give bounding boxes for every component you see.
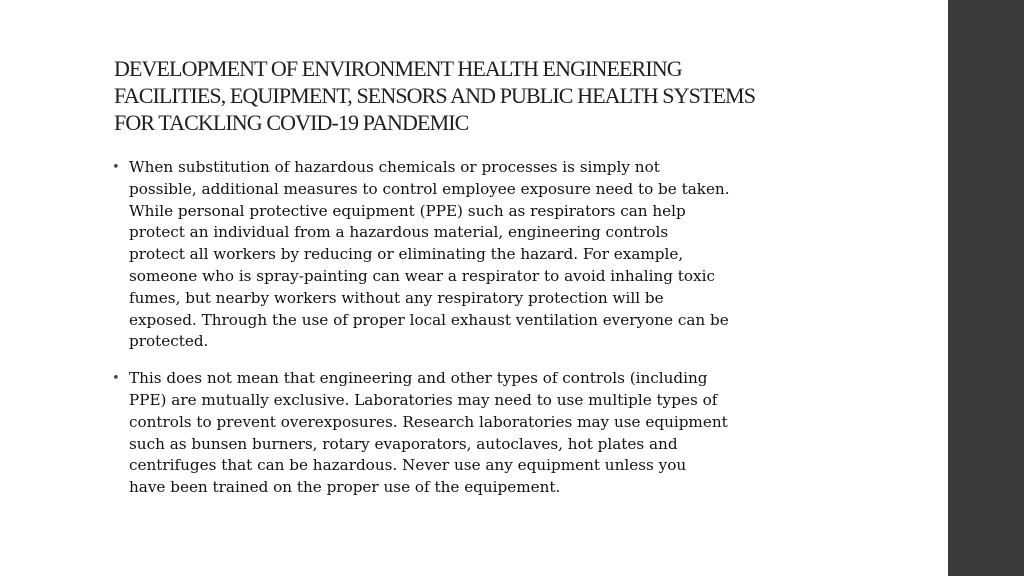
- bullet-2-line-2: PPE) are mutually exclusive. Laboratories may need to use multiple types of: [129, 390, 718, 409]
- bullet-1-line-3: While personal protective equipment (PPE) such as respirators can help: [129, 201, 686, 220]
- bullet-2-line-1: This does not mean that engineering and other types of controls (including: [129, 369, 708, 388]
- bullet-1-line-1: When substitution of hazardous chemicals or processes is simply not: [129, 158, 660, 176]
- bullet-1-line-9: protected.: [129, 332, 209, 351]
- slide-body: [112, 157, 912, 514]
- bullet-1-line-4: protect an individual from a hazardous material, engineering controls: [129, 223, 669, 242]
- bullet-item-2: [112, 368, 912, 499]
- bullet-marker: •: [112, 160, 120, 175]
- bullet-1-line-8: exposed. Through the use of proper local exhaust ventilation everyone can be: [129, 310, 729, 329]
- bullet-2-line-6: have been trained on the proper use of the equipement.: [129, 478, 561, 497]
- side-accent-bar: [948, 0, 1024, 576]
- bullet-2-line-4: such as bunsen burners, rotary evaporators, autoclaves, hot plates and: [129, 434, 678, 453]
- bullet-1-line-7: fumes, but nearby workers without any respiratory protection will be: [129, 288, 664, 307]
- bullet-item-1: [112, 157, 912, 353]
- slide-title: [114, 55, 914, 136]
- bullet-2-line-5: centrifuges that can be hazardous. Never use any equipment unless you: [129, 456, 687, 475]
- bullet-marker: •: [112, 371, 120, 387]
- title-line-2: FACILITIES, EQUIPMENT, SENSORS AND PUBLIC HEALTH SYSTEMS: [114, 83, 756, 108]
- bullet-1-line-5: protect all workers by reducing or eliminating the hazard. For example,: [129, 245, 684, 264]
- title-line-1: DEVELOPMENT OF ENVIRONMENT HEALTH ENGINEERING: [114, 56, 682, 81]
- bullet-1-line-6: someone who is spray-painting can wear a respirator to avoid inhaling toxic: [129, 266, 715, 285]
- bullet-2-line-3: controls to prevent overexposures. Research laboratories may use equipment: [129, 412, 728, 431]
- bullet-1-line-2: possible, additional measures to control employee exposure need to be taken.: [129, 179, 730, 198]
- title-line-3: FOR TACKLING COVID-19 PANDEMIC: [114, 110, 469, 135]
